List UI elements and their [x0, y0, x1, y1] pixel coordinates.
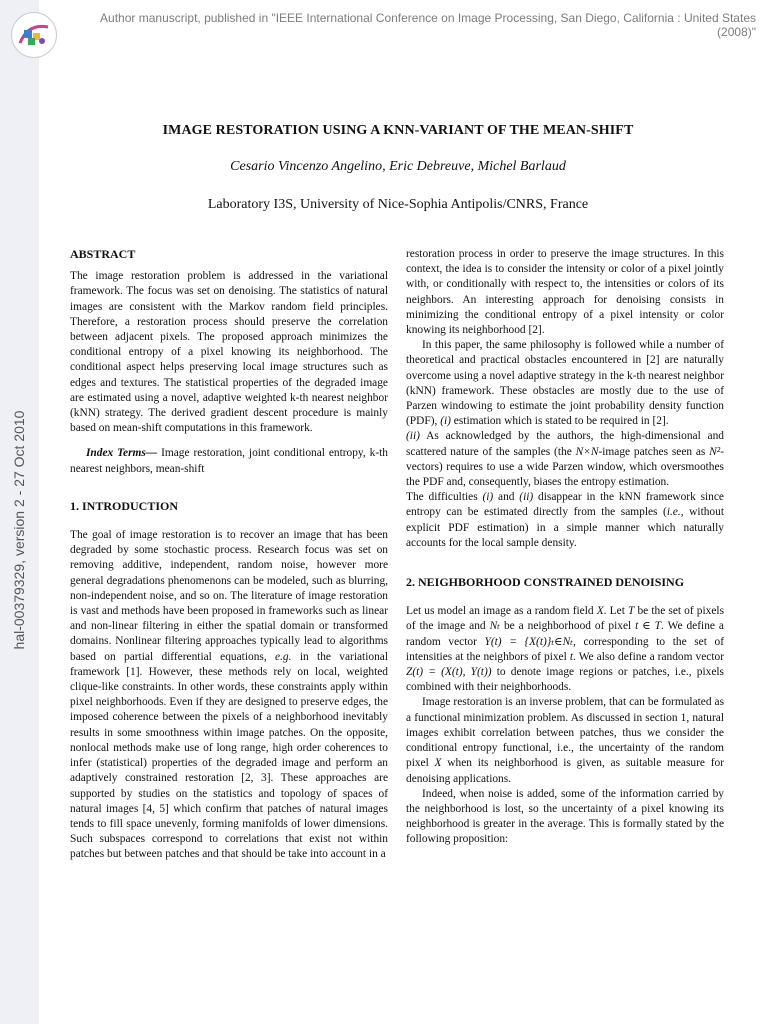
- abstract-heading: ABSTRACT: [70, 247, 136, 261]
- intro-p3-text: In this paper, the same philosophy is followed while a number of theoretical and practical obstacles encountered in [2] are naturally overcome using a novel adaptive strategy in the k-th nearest neighbor (kNN) framework. These obstacles are mostly due to the use of Parzen windowing to estimate the joint probability density function (PDF),: [406, 339, 724, 428]
- left-column: [70, 247, 388, 863]
- s2-p1-e: . We define a random vector: [406, 620, 724, 648]
- section-2-paragraph-3: Indeed, when noise is added, some of the information carried by the neighborhood is lost, so the uncertainty of a pixel knowing its neighborhood is greater in the average. This is formally stated by the following proposition:: [406, 787, 724, 846]
- intro-p4-text-c: -vectors) requires to use a wide Parzen window, which oversmoothes the PDF and, consequently, biases the entropy estimation.: [406, 445, 724, 489]
- intro-p3-text-b: estimation which is stated to be required in [2].: [450, 415, 669, 428]
- intro-p5-text-a: The difficulties: [406, 491, 483, 504]
- intro-p3-i: (i): [440, 415, 451, 428]
- intro-paragraph-4: [406, 429, 724, 490]
- section-2-heading: 2. NEIGHBORHOOD CONSTRAINED DENOISING: [406, 575, 685, 590]
- s2-p1-f: , corresponding to the set of intensities at the neighbors of pixel: [406, 635, 725, 663]
- s2-math-x2: X: [434, 757, 442, 770]
- intro-p5-ie: i.e.: [666, 506, 681, 519]
- s2-math-t: t: [569, 650, 574, 663]
- intro-p5-text-d: , without explicit PDF estimation) in a simple manner which naturally accounts for the local sample density.: [406, 506, 724, 549]
- s2-p2-b: when its neighborhood is given, as suitable measure for denoising applications.: [406, 757, 725, 785]
- publication-note-line-2: (2008)": [717, 25, 756, 39]
- intro-p4-ii: (ii): [406, 430, 420, 443]
- section-2-paragraph-2: [406, 695, 724, 786]
- s2-p2-a: Image restoration is an inverse problem, that can be formulated as a functional minimization problem. As discussed in section 1, natural images exhibit correlation between patches, thus we consider the conditional entropy functional, i.e., the uncertainty of the random pixel: [406, 696, 724, 770]
- intro-paragraph-3: [406, 338, 724, 429]
- paper-authors: Cesario Vincenzo Angelino, Eric Debreuve, Michel Barlaud: [230, 159, 566, 174]
- s2-math-nt: Nₜ: [489, 620, 500, 633]
- intro-p4-text-a: As acknowledged by the authors, the high-dimensional and scattered nature of the samples (the: [406, 430, 724, 458]
- index-terms: [70, 446, 388, 476]
- s2-p1-h: to denote image regions or patches, i.e., pixels combined with their neighborhoods.: [406, 666, 724, 694]
- intro-paragraph-2: restoration process in order to preserve the image structures. In this context, the idea is to consider the intensity or color of a pixel jointly with, or conditionally with respect to, the intensities or colors of its neighbors. An interesting approach for denoising consists in minimizing the conditional entropy of a pixel intensity or color knowing its neighborhood [2].: [406, 248, 724, 337]
- s2-p1-a: Let us model an image as a random field: [406, 605, 597, 618]
- intro-paragraph-5: [406, 490, 724, 551]
- intro-p4-math2: N²: [709, 445, 721, 458]
- paper-title: IMAGE RESTORATION USING A KNN-VARIANT OF THE MEAN-SHIFT: [162, 123, 634, 138]
- publication-note-line-1: Author manuscript, published in "IEEE International Conference on Image Processing, San Diego, California : United States: [100, 11, 756, 25]
- hal-logo-graphic: [12, 13, 56, 57]
- right-column: [406, 247, 724, 848]
- s2-math-yt: Y(t) = {X(t)}ₜ∈Nₜ: [484, 635, 573, 648]
- s2-math-t-set: T: [628, 605, 635, 618]
- paper-affiliation: Laboratory I3S, University of Nice-Sophia Antipolis/CNRS, France: [207, 197, 589, 212]
- section-2-paragraph-1: [406, 604, 724, 695]
- intro-p5-ii: (ii): [519, 491, 534, 504]
- s2-p1-b: . Let: [603, 605, 628, 618]
- index-terms-label: Index Terms—: [86, 447, 158, 460]
- index-terms-text: Image restoration, joint conditional entropy, k-th nearest neighbors, mean-shift: [70, 447, 388, 475]
- s2-math-zt: Z(t) = (X(t), Y(t)): [406, 666, 492, 679]
- s2-p1-g: . We also define a random vector: [573, 650, 724, 663]
- s2-math-t-in-t: t ∈ T: [635, 620, 662, 633]
- intro-paragraph-1: [70, 528, 388, 862]
- hal-archive-logo-icon: [11, 12, 57, 58]
- s2-p1-c: be the set of pixels of the image and: [406, 605, 725, 633]
- intro-p5-text-b: and: [493, 491, 520, 504]
- hal-identifier-label: hal-00379329, version 2 - 27 Oct 2010: [11, 410, 27, 650]
- intro-p5-text-c: disappear in the kNN framework since entropy can be estimated directly from the samples (: [406, 491, 724, 519]
- intro-p1-eg: e.g.: [275, 650, 292, 663]
- abstract-text: The image restoration problem is addressed in the variational framework. The focus was set on denoising. The statistics of natural images are consistent with the Markov random field principles. Therefore, a restoration process should preserve the correlation between adjacent pixels. The proposed approach minimizes the conditional entropy of a pixel knowing its neighborhood. The conditional aspect helps preserving local image structures such as edges and textures. The statistical properties of the degraded image are estimated using a novel, adaptive weighted k-th nearest neighbor (kNN) strategy. The derived gradient descent procedure is mainly based on mean-shift computations in this framework.: [70, 270, 388, 435]
- s2-p1-d: be a neighborhood of pixel: [499, 620, 636, 633]
- intro-p4-math: N×N: [575, 445, 599, 458]
- intro-p4-text-b: -image patches seen as: [598, 445, 710, 458]
- s2-math-x: X: [596, 605, 604, 618]
- intro-p1-text: The goal of image restoration is to recover an image that has been degraded by some stochastic process. Research focus was set on removing additive, independent, random noise, however more general degradations phenomenons can be modeled, such as blurring, non-independent noise, and so on. The literature of image restoration is vast and methods have been proposed in frameworks such as linear and non-linear filtering in either the spatial domain or transformed domains. Nonlinear filtering approaches typically lead to algorithms based on partial differential equations,: [70, 529, 388, 663]
- intro-p5-i: (i): [482, 491, 494, 504]
- section-1-heading: 1. INTRODUCTION: [70, 498, 179, 513]
- publication-note: [70, 11, 756, 39]
- intro-p1-text-b: in the variational framework [1]. However, these methods rely on local, weighted clique-like constraints. In other words, these constraints apply within pixel neighborhoods. Even if they are designed to preserve edges, the imposed coherence between the pixels of a neighborhood inevitably results in some smoothness within image patches. On the opposite, nonlocal methods make use of long range, high order coherences to infer (statistical) properties of the degraded image and perform an adaptively constrained restoration [2, 3]. These approaches are supported by studies on the statistics and topology of spaces of natural images [4, 5] which confirm that patches of natural images tends to fill space unevenly, forming manifolds of lower dimensions. Such subspaces correspond to correlations that exist not within patches but between patches and that should be take into account in a: [70, 650, 388, 861]
